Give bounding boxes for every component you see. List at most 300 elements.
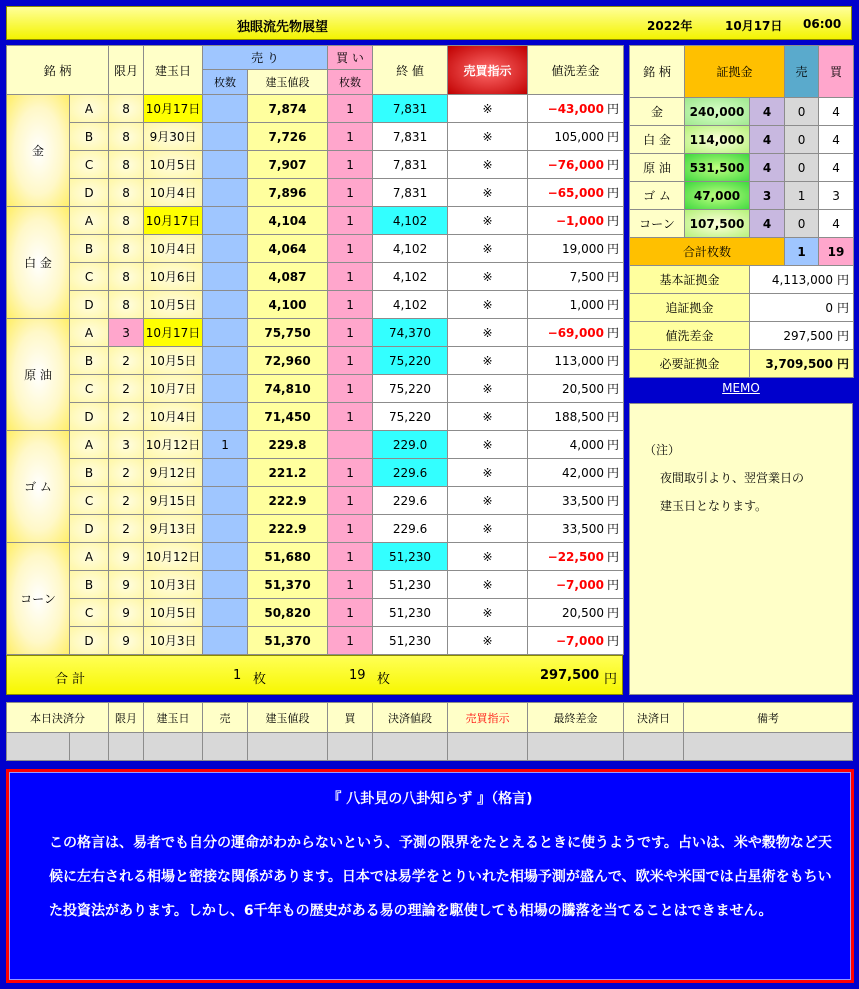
position-open-price: 51,370 [248,571,328,599]
position-diff [528,431,624,459]
position-diff-value: 105,000 [554,130,605,144]
settle-cell [624,733,684,761]
position-diff-value: 4,000 [569,438,605,452]
margin-row [630,182,854,210]
position-buy-count: 1 [328,235,373,263]
position-month: 8 [109,263,144,291]
margin-sell: 0 [785,126,819,154]
margin-row [630,98,854,126]
position-sell-count: 1 [203,431,248,459]
settle-cell [328,733,373,761]
settle-header-notes: 備考 [684,703,853,733]
position-sell-count [203,403,248,431]
margin-sell: 0 [785,154,819,182]
position-row [7,123,624,151]
position-buy-count: 1 [328,291,373,319]
settle-header-today: 本日決済分 [7,703,109,733]
col-header-name: 銘 柄 [7,46,109,95]
position-order: ※ [448,319,528,347]
position-month: 2 [109,459,144,487]
position-diff-value: −69,000 [547,326,605,340]
position-diff [528,263,624,291]
settle-header-final-diff: 最終差金 [528,703,624,733]
settle-empty-row [7,733,853,761]
position-close-price: 7,831 [373,95,448,123]
position-diff-yen: 円 [607,354,620,368]
position-diff-yen: 円 [607,102,620,116]
position-row [7,263,624,291]
total-sell-count: 1 [233,668,242,683]
position-row [7,571,624,599]
position-diff-yen: 円 [607,130,620,144]
margin-summary-value [750,350,854,378]
position-buy-count: 1 [328,375,373,403]
position-open-date: 9月12日 [144,459,203,487]
margin-row [630,126,854,154]
position-open-price: 50,820 [248,599,328,627]
position-order: ※ [448,179,528,207]
position-diff [528,207,624,235]
settle-header-open-price: 建玉値段 [248,703,328,733]
position-sell-count [203,347,248,375]
commodity-name: ゴ ム [7,431,70,543]
position-diff [528,403,624,431]
margin-summary-yen: 円 [837,357,850,371]
margin-summary-label: 値洗差金 [630,322,750,350]
margin-buy: 3 [819,182,854,210]
position-tag: D [70,403,109,431]
margin-total-sell: 1 [785,238,819,266]
position-sell-count [203,179,248,207]
position-diff [528,459,624,487]
position-close-price: 7,831 [373,123,448,151]
position-diff-yen: 円 [607,550,620,564]
position-tag: A [70,431,109,459]
position-order: ※ [448,459,528,487]
position-open-date: 10月12日 [144,431,203,459]
position-buy-count: 1 [328,123,373,151]
position-diff-value: 33,500 [562,522,605,536]
position-order: ※ [448,627,528,655]
position-open-date: 10月5日 [144,599,203,627]
position-open-price: 75,750 [248,319,328,347]
position-row [7,179,624,207]
position-tag: D [70,515,109,543]
margin-summary-value [750,322,854,350]
margin-header-name: 銘 柄 [630,46,685,98]
col-header-close: 終 値 [373,46,448,95]
position-tag: C [70,599,109,627]
proverb-body: この格言は、易者でも自分の運命がわからないという、予測の限界をたとえるときに使うようです。占いは、米や穀物など天候に左右される相場と密接な関係があります。日本では易学をとりいれた相場予測が盛んで、欧米や米国では占星術をもちいた投資法があります。しかし、6千年もの歴史がある易の理論を駆使しても相場の騰落を当てることはできません。 [49,835,832,919]
proverb-title: 『 八卦見の八卦知らず 』（格言) [327,791,533,807]
position-sell-count [203,151,248,179]
position-buy-count: 1 [328,487,373,515]
settle-header-sell: 売 [203,703,248,733]
position-buy-count: 1 [328,543,373,571]
position-open-price: 4,087 [248,263,328,291]
col-header-order: 売買指示 [448,46,528,95]
margin-sell: 0 [785,210,819,238]
position-row [7,291,624,319]
margin-commodity-name: コーン [630,210,685,238]
position-month: 9 [109,627,144,655]
position-order: ※ [448,95,528,123]
total-buy-count: 19 [349,668,366,683]
commodity-name: コーン [7,543,70,655]
position-buy-count: 1 [328,571,373,599]
position-order: ※ [448,123,528,151]
memo-line-1: （注） [644,443,681,457]
position-open-price: 229.8 [248,431,328,459]
total-buy-unit: 枚 [377,672,391,687]
settle-header-settle-price: 決済値段 [373,703,448,733]
position-order: ※ [448,515,528,543]
position-row [7,599,624,627]
settle-header-open-date: 建玉日 [144,703,203,733]
position-open-date: 10月5日 [144,291,203,319]
position-sell-count [203,487,248,515]
position-order: ※ [448,487,528,515]
position-row [7,543,624,571]
position-tag: C [70,263,109,291]
position-open-date: 10月5日 [144,151,203,179]
position-open-date: 9月30日 [144,123,203,151]
position-diff-value: −43,000 [547,102,605,116]
position-month: 8 [109,95,144,123]
margin-count: 4 [750,154,785,182]
margin-summary-row [630,350,854,378]
position-row [7,431,624,459]
position-diff-value: 33,500 [562,494,605,508]
total-sell-unit: 枚 [253,672,267,687]
position-open-date: 10月12日 [144,543,203,571]
position-month: 2 [109,403,144,431]
position-tag: A [70,319,109,347]
commodity-name: 白 金 [7,207,70,319]
position-diff-value: 113,000 [554,354,605,368]
margin-row [630,210,854,238]
position-diff-yen: 円 [607,466,620,480]
position-open-price: 222.9 [248,515,328,543]
col-header-month: 限月 [109,46,144,95]
position-sell-count [203,543,248,571]
margin-summary-row [630,322,854,350]
position-open-date: 10月5日 [144,347,203,375]
position-open-date: 9月15日 [144,487,203,515]
position-open-price: 7,907 [248,151,328,179]
position-close-price: 229.0 [373,431,448,459]
position-order: ※ [448,347,528,375]
position-close-price: 4,102 [373,235,448,263]
total-diff: 297,500 [540,668,600,683]
position-order: ※ [448,403,528,431]
margin-summary-row [630,294,854,322]
position-diff [528,599,624,627]
col-header-diff: 値洗差金 [528,46,624,95]
total-label: 合 計 [55,672,86,687]
position-diff [528,571,624,599]
position-open-date: 10月7日 [144,375,203,403]
position-tag: D [70,627,109,655]
position-diff-value: 20,500 [562,606,605,620]
margin-buy: 4 [819,126,854,154]
margin-amount: 240,000 [685,98,750,126]
position-diff-yen: 円 [607,382,620,396]
margin-summary-yen: 円 [837,329,850,343]
position-sell-count [203,319,248,347]
margin-summary-label: 必要証拠金 [630,350,750,378]
position-diff-yen: 円 [607,634,620,648]
settle-header-settle-date: 決済日 [624,703,684,733]
margin-summary-amount: 3,709,500 [765,357,833,371]
margin-count: 4 [750,210,785,238]
margin-summary-value [750,266,854,294]
col-header-sell: 売 り [203,46,328,70]
position-close-price: 229.6 [373,459,448,487]
header-date: 10月17日 [725,19,783,33]
position-order: ※ [448,291,528,319]
position-month: 3 [109,319,144,347]
position-open-price: 7,726 [248,123,328,151]
position-close-price: 7,831 [373,179,448,207]
position-diff-value: −1,000 [556,214,605,228]
position-buy-count: 1 [328,151,373,179]
position-diff [528,151,624,179]
settle-cell [144,733,203,761]
position-order: ※ [448,207,528,235]
position-buy-count: 1 [328,347,373,375]
total-diff-yen: 円 [604,672,618,687]
margin-summary-yen: 円 [837,301,850,315]
position-row [7,515,624,543]
memo-line-3: 建玉日となります。 [660,499,768,513]
position-month: 8 [109,179,144,207]
position-row [7,95,624,123]
margin-amount: 531,500 [685,154,750,182]
margin-header-sell: 売 [785,46,819,98]
position-buy-count: 1 [328,207,373,235]
position-open-date: 9月13日 [144,515,203,543]
position-sell-count [203,235,248,263]
margin-summary-row [630,266,854,294]
position-open-date: 10月3日 [144,627,203,655]
position-close-price: 7,831 [373,151,448,179]
position-close-price: 4,102 [373,207,448,235]
header-year: 2022年 [647,19,693,33]
position-buy-count: 1 [328,627,373,655]
position-order: ※ [448,151,528,179]
position-tag: B [70,571,109,599]
position-tag: D [70,291,109,319]
margin-summary-label: 基本証拠金 [630,266,750,294]
position-tag: A [70,543,109,571]
position-diff-value: −7,000 [556,634,605,648]
position-sell-count [203,375,248,403]
position-sell-count [203,571,248,599]
header-time: 06:00 [803,17,842,31]
position-buy-count: 1 [328,599,373,627]
totals-bar [6,655,623,695]
margin-header-amount: 証拠金 [685,46,785,98]
position-diff [528,487,624,515]
margin-summary-value [750,294,854,322]
position-close-price: 75,220 [373,347,448,375]
margin-amount: 114,000 [685,126,750,154]
position-row [7,627,624,655]
position-diff-yen: 円 [607,270,620,284]
position-month: 2 [109,515,144,543]
positions-table [6,45,624,655]
position-tag: B [70,123,109,151]
settle-cell [448,733,528,761]
position-tag: B [70,235,109,263]
position-open-price: 7,896 [248,179,328,207]
position-order: ※ [448,571,528,599]
position-buy-count: 1 [328,459,373,487]
position-order: ※ [448,235,528,263]
position-diff [528,123,624,151]
position-close-price: 75,220 [373,375,448,403]
position-diff-yen: 円 [607,494,620,508]
position-open-date: 10月17日 [144,207,203,235]
position-row [7,487,624,515]
position-month: 9 [109,599,144,627]
margin-amount: 107,500 [685,210,750,238]
margin-table [629,45,854,378]
position-diff-value: 19,000 [562,242,605,256]
position-open-price: 221.2 [248,459,328,487]
position-diff [528,235,624,263]
position-diff-yen: 円 [607,438,620,452]
margin-total-row [630,238,854,266]
position-diff-yen: 円 [607,242,620,256]
position-open-price: 71,450 [248,403,328,431]
position-open-date: 10月4日 [144,403,203,431]
position-diff-value: 1,000 [569,298,605,312]
position-diff-value: −76,000 [547,158,605,172]
position-diff-value: 20,500 [562,382,605,396]
position-sell-count [203,207,248,235]
position-row [7,319,624,347]
position-row [7,375,624,403]
position-diff-value: −65,000 [547,186,605,200]
margin-total-buy: 19 [819,238,854,266]
margin-summary-yen: 円 [837,273,850,287]
position-diff-value: −7,000 [556,578,605,592]
position-open-date: 10月3日 [144,571,203,599]
header-bar [6,6,852,40]
settle-header-order: 売買指示 [448,703,528,733]
memo-line-2: 夜間取引より、翌営業日の [660,471,805,485]
settle-cell [109,733,144,761]
position-sell-count [203,123,248,151]
position-row [7,235,624,263]
position-row [7,207,624,235]
settle-cell [684,733,853,761]
position-close-price: 229.6 [373,515,448,543]
position-close-price: 4,102 [373,291,448,319]
margin-summary-amount: 4,113,000 [771,273,833,287]
position-tag: C [70,375,109,403]
position-sell-count [203,95,248,123]
margin-count: 4 [750,126,785,154]
col-header-buy: 買 い [328,46,373,70]
margin-sell: 1 [785,182,819,210]
position-open-date: 10月17日 [144,95,203,123]
margin-header-buy: 買 [819,46,854,98]
position-diff [528,319,624,347]
position-order: ※ [448,599,528,627]
position-close-price: 51,230 [373,543,448,571]
position-sell-count [203,599,248,627]
position-close-price: 75,220 [373,403,448,431]
margin-commodity-name: 金 [630,98,685,126]
position-buy-count [328,431,373,459]
settle-header-month: 限月 [109,703,144,733]
col-header-open-price: 建玉値段 [248,70,328,95]
col-header-buy-count: 枚数 [328,70,373,95]
position-close-price: 74,370 [373,319,448,347]
position-open-price: 7,874 [248,95,328,123]
position-diff [528,627,624,655]
memo-link[interactable]: MEMO [722,381,760,395]
position-buy-count: 1 [328,319,373,347]
margin-buy: 4 [819,98,854,126]
margin-total-label: 合計枚数 [630,238,785,266]
position-month: 8 [109,207,144,235]
position-month: 8 [109,123,144,151]
position-tag: D [70,179,109,207]
position-month: 8 [109,151,144,179]
memo-panel [629,403,853,695]
position-diff [528,347,624,375]
position-month: 2 [109,487,144,515]
position-diff-yen: 円 [607,606,620,620]
position-open-price: 4,100 [248,291,328,319]
margin-row [630,154,854,182]
margin-buy: 4 [819,210,854,238]
position-close-price: 4,102 [373,263,448,291]
position-order: ※ [448,543,528,571]
margin-commodity-name: 原 油 [630,154,685,182]
settle-cell [248,733,328,761]
position-diff [528,543,624,571]
commodity-name: 金 [7,95,70,207]
position-open-date: 10月4日 [144,235,203,263]
position-tag: C [70,487,109,515]
position-order: ※ [448,431,528,459]
settle-cell [528,733,624,761]
position-month: 8 [109,235,144,263]
col-header-open-date: 建玉日 [144,46,203,95]
position-close-price: 51,230 [373,571,448,599]
position-diff-value: 7,500 [569,270,605,284]
position-month: 3 [109,431,144,459]
margin-sell: 0 [785,98,819,126]
position-diff-yen: 円 [607,578,620,592]
position-buy-count: 1 [328,95,373,123]
position-row [7,403,624,431]
position-diff [528,179,624,207]
position-open-price: 51,680 [248,543,328,571]
margin-count: 3 [750,182,785,210]
margin-summary-amount: 0 [825,301,833,315]
position-open-date: 10月6日 [144,263,203,291]
position-month: 2 [109,347,144,375]
col-header-sell-count: 枚数 [203,70,248,95]
position-diff-value: 42,000 [562,466,605,480]
position-close-price: 229.6 [373,487,448,515]
